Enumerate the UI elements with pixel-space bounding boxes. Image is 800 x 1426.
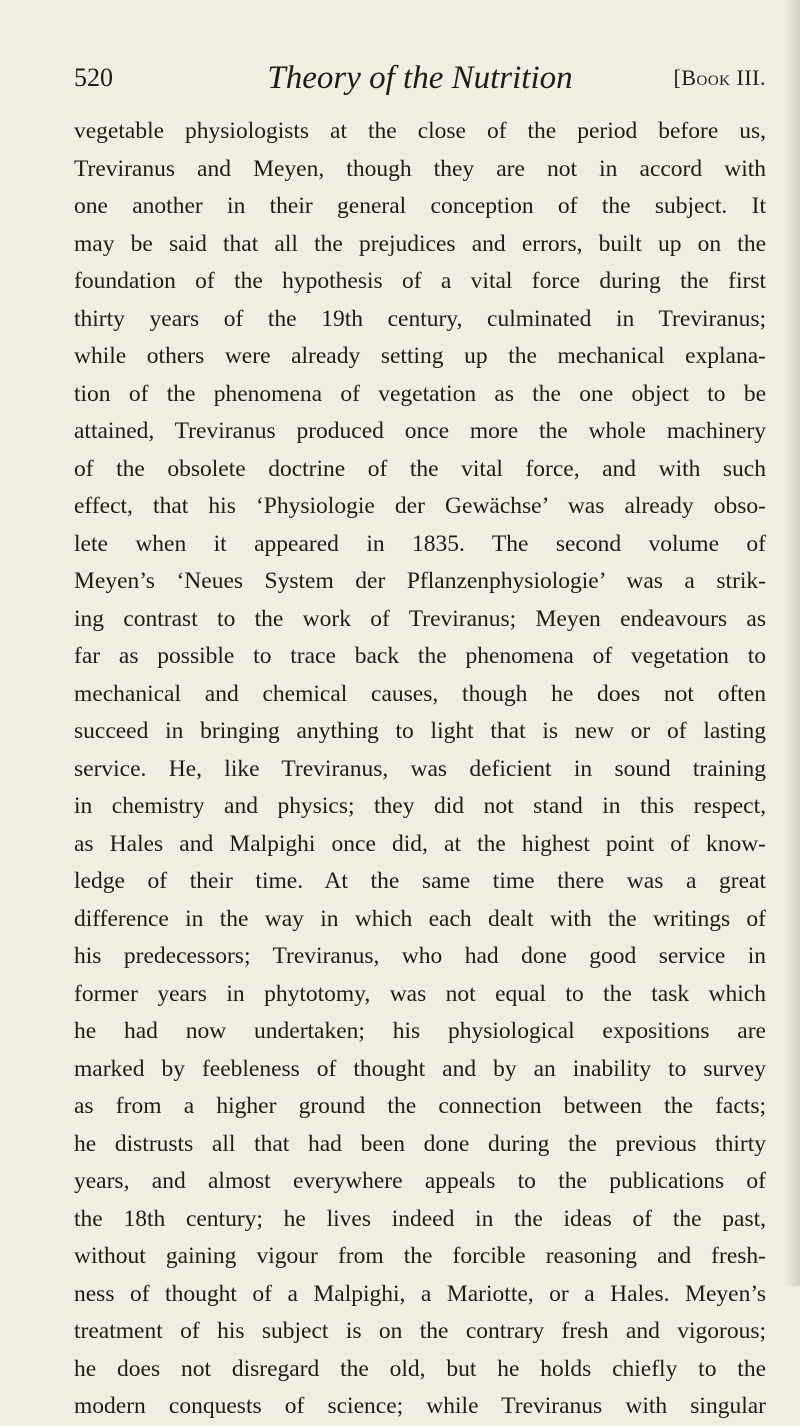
text-line: marked by feebleness of thought and by an inability to survey xyxy=(74,1055,766,1082)
text-line: treatment of his subject is on the contrary fresh and vigorous; xyxy=(74,1318,766,1344)
book-reference: [Book III. xyxy=(673,65,766,90)
text-line: Treviranus and Meyen, though they are not in accord with xyxy=(74,155,766,182)
running-title: Theory of the Nutrition xyxy=(267,60,573,96)
text-line: former years in phytotomy, was not equal to the task which xyxy=(74,980,766,1007)
text-line: as Hales and Malpighi once did, at the highest point of know- xyxy=(74,830,766,857)
text-line: Meyen’s ‘Neues System der Pflanzenphysiologie’ was a strik- xyxy=(74,568,766,594)
text-line: modern conquests of science; while Treviranus with singular xyxy=(74,1393,766,1419)
text-line: without gaining vigour from the forcible reasoning and fresh- xyxy=(74,1243,766,1269)
text-line: of the obsolete doctrine of the vital force, and with such xyxy=(74,455,766,482)
text-line: effect, that his ‘Physiologie der Gewächse’ was already obso- xyxy=(74,493,766,519)
text-line: he distrusts all that had been done during the previous thirty xyxy=(74,1130,766,1157)
text-line: mechanical and chemical causes, though he does not often xyxy=(74,680,766,707)
text-line: ledge of their time. At the same time there was a great xyxy=(74,868,766,894)
text-line: foundation of the hypothesis of a vital force during the first xyxy=(74,268,766,294)
text-line: ness of thought of a Malpighi, a Mariotte, or a Hales. Meyen’s xyxy=(74,1280,766,1307)
text-line: one another in their general conception of the subject. It xyxy=(74,193,766,219)
text-line: succeed in bringing anything to light that is new or of lasting xyxy=(74,718,766,744)
text-line: his predecessors; Treviranus, who had done good service in xyxy=(74,943,766,969)
text-line: in chemistry and physics; they did not stand in this respect, xyxy=(74,793,766,819)
text-line: attained, Treviranus produced once more the whole machinery xyxy=(74,418,766,444)
text-line: as from a higher ground the connection between the facts; xyxy=(74,1093,766,1119)
text-line: service. He, like Treviranus, was deficient in sound training xyxy=(74,755,766,782)
text-line: vegetable physiologists at the close of the period before us, xyxy=(74,118,766,144)
running-head xyxy=(74,60,766,100)
text-line: may be said that all the prejudices and errors, built up on the xyxy=(74,230,766,257)
body-text xyxy=(74,113,766,1426)
text-line: years, and almost everywhere appeals to the publications of xyxy=(74,1168,766,1194)
text-line: ing contrast to the work of Treviranus; Meyen endeavours as xyxy=(74,605,766,632)
page-number: 520 xyxy=(74,63,113,92)
text-line: he does not disregard the old, but he holds chiefly to the xyxy=(74,1355,766,1382)
text-line: difference in the way in which each dealt with the writings of xyxy=(74,905,766,932)
text-line: lete when it appeared in 1835. The second volume of xyxy=(74,530,766,557)
page-edge-shadow xyxy=(784,0,800,1286)
text-line: thirty years of the 19th century, culminated in Treviranus; xyxy=(74,305,766,332)
text-line: while others were already setting up the mechanical explana- xyxy=(74,343,766,369)
text-line: the 18th century; he lives indeed in the ideas of the past, xyxy=(74,1205,766,1232)
text-line: far as possible to trace back the phenomena of vegetation to xyxy=(74,643,766,669)
text-line: he had now undertaken; his physiological expositions are xyxy=(74,1018,766,1044)
text-line: tion of the phenomena of vegetation as the one object to be xyxy=(74,380,766,407)
